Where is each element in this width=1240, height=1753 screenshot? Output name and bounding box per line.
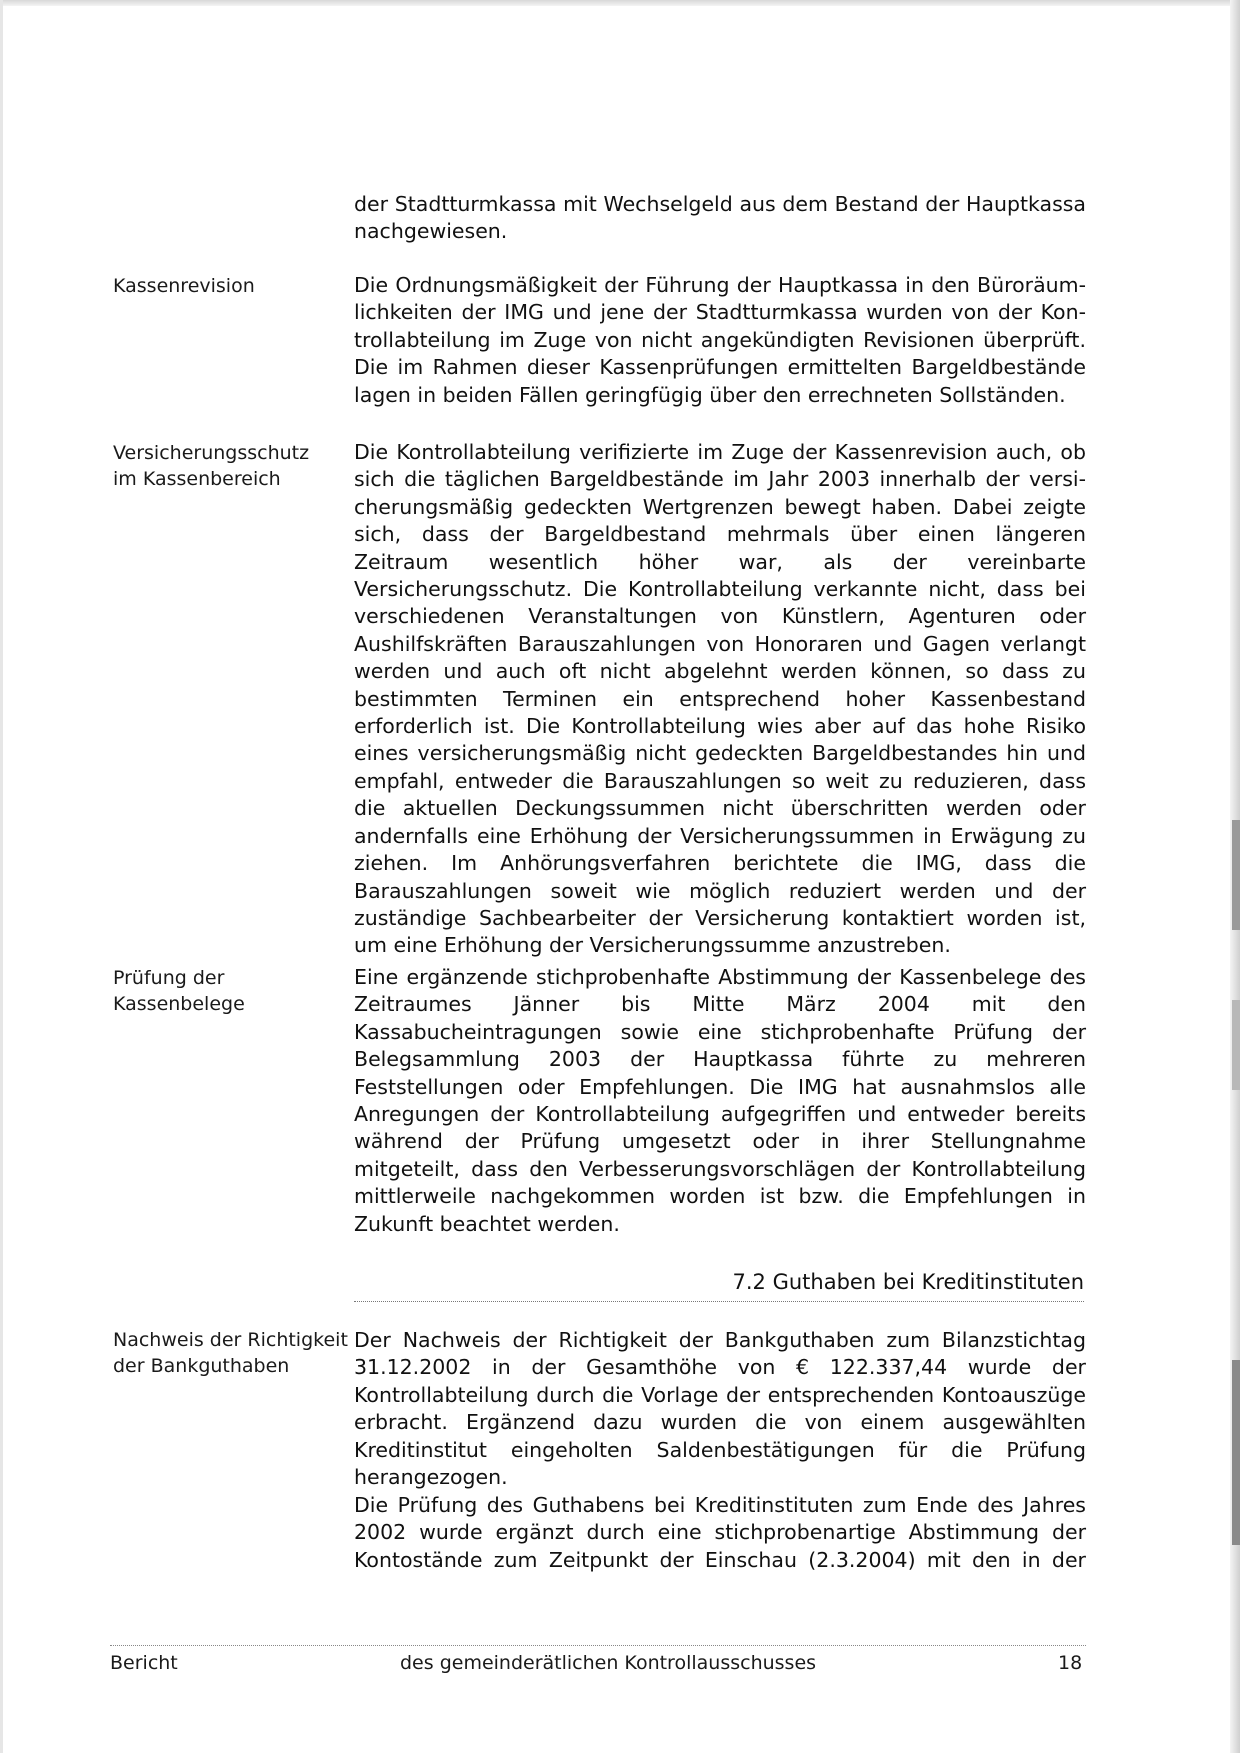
paragraph-text: Der Nachweis der Richtigkeit der Bankguthaben zum Bilanzstichtag 31.12.2002 in der Gesamthöhe von € 122.337,44 wurde der Kontrollabteilung durch die Vorlage der entsprechenden Kontoauszüge erbracht. Ergänzend dazu wurden die von einem ausgewählten Kreditinstitut eingeholten Saldenbestätigungen für die Prüfung herangezogen. [354,1328,1086,1490]
footer-left: Bericht [110,1652,178,1674]
page-number: 18 [1058,1652,1083,1674]
paragraph-text: Die Ordnungsmäßigkeit der Führung der Hauptkassa in den Büroräumlichkeiten der IMG und jene der Stadtturmkassa wurden von der Kontrollabteilung im Zuge von nicht angekündigten Revisionen überprüft. Die im Rahmen dieser Kassenprüfungen ermittelten Bargeldbestände lagen in beiden Fällen geringfügig über den errechneten Sollständen. [354,273,1086,407]
paragraph-text: Die Prüfung des Guthabens bei Kreditinstituten zum Ende des Jahres 2002 wurde ergänzt durch eine stichprobenartige Abstimmung der Kontostände zum Zeitpunkt der Einschau (2.3.2004) mit den in der [354,1493,1086,1572]
footer-center: des gemeinderätlichen Kontrollausschusses [400,1652,817,1674]
margin-label: Versicherungsschutz im Kassenbereich [113,442,310,490]
paragraph-text: Eine ergänzende stichprobenhafte Abstimmung der Kassenbelege des Zeitraumes Jänner bis Mitte März 2004 mit den Kassabucheintragungen sowie eine stichprobenhafte Prüfung der Belegsammlung 2003 der Hauptkassa führte zu mehreren Feststellungen oder Empfehlungen. Die IMG hat ausnahmslos alle Anregungen der Kontrollabteilung aufgegriffen und entweder bereits während der Prüfung umgesetzt oder in ihrer Stellungnahme mitgeteilt, dass den Verbesserungsvorschlägen der Kontrollabteilung mittlerweile nachgekommen worden ist bzw. die Empfehlungen in Zukunft beachtet werden. [354,965,1086,1236]
margin-label: Prüfung der Kassenbelege [113,967,245,1015]
margin-label: Nachweis der Richtigkeit der Bankguthaben [113,1329,348,1377]
footer-divider [110,1645,1086,1646]
paragraph-text: Die Kontrollabteilung verifizierte im Zuge der Kassenrevision auch, ob sich die täglichen Bargeldbestände im Jahr 2003 innerhalb der versicherungsmäßig gedeckten Wertgrenzen bewegt haben. Dabei zeigte sich, dass der Bargeldbestand mehrmals über einen längeren Zeitraum wesentlich höher war, als der vereinbarte Versicherungsschutz. Die Kontrollabteilung verkannte nicht, dass bei verschiedenen Veranstaltungen von Künstlern, Agenturen oder Aushilfskräften Barauszahlungen von Honoraren und Gagen verlangt werden und auch oft nicht abgelehnt werden können, so dass zu bestimmten Terminen ein entsprechend hoher Kassenbestand erforderlich ist. Die Kontrollabteilung wies aber auf das hohe Risiko eines versicherungsmäßig nicht gedeckten Bargeldbestandes hin und empfahl, entweder die Barauszahlungen so weit zu reduzieren, dass die aktuellen Deckungssummen nicht überschritten werden oder andernfalls eine Erhöhung der Versicherungssummen in Erwägung zu ziehen. Im Anhörungsverfahren berichtete die IMG, dass die Barauszahlungen soweit wie möglich reduziert werden und der zuständige Sachbearbeiter der Versicherung kontaktiert worden ist, um eine Erhöhung der Versicherungssumme anzustreben. [354,440,1086,958]
section-heading: 7.2 Guthaben bei Kreditinstituten [732,1270,1084,1294]
paragraph-text: der Stadtturmkassa mit Wechselgeld aus dem Bestand der Hauptkassa nachgewiesen. [354,192,1086,244]
margin-label: Kassenrevision [113,275,255,297]
heading-divider [354,1301,1084,1302]
